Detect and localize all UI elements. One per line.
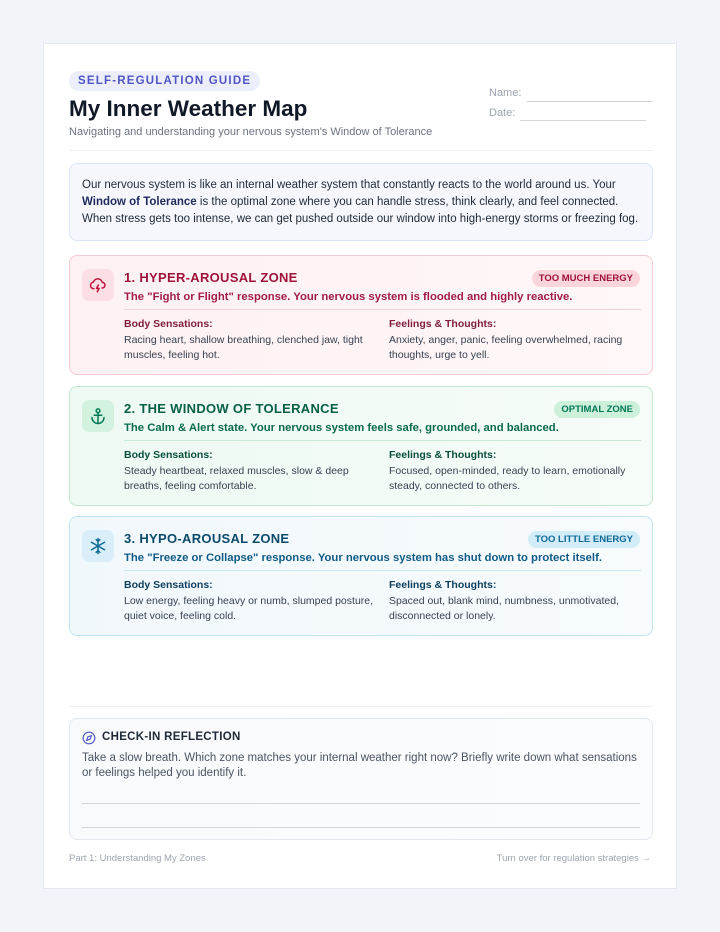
- header-divider: [69, 150, 653, 151]
- zone-description: The Calm & Alert state. Your nervous system feels safe, grounded, and balanced.: [124, 422, 559, 434]
- body-sensations-text: Steady heartbeat, relaxed muscles, slow & deep breaths, feeling comfortable.: [124, 464, 349, 492]
- footer-left: Part 1: Understanding My Zones: [69, 853, 206, 864]
- feelings-thoughts-heading: Feelings & Thoughts:: [389, 318, 497, 330]
- storm-cloud-icon: [82, 269, 114, 301]
- intro-box: [69, 163, 653, 241]
- guide-pill: SELF-REGULATION GUIDE: [69, 71, 260, 91]
- zone-card-hyper-arousal: [69, 255, 653, 375]
- feelings-thoughts-heading: Feelings & Thoughts:: [389, 449, 497, 461]
- feelings-thoughts: [389, 448, 639, 495]
- zone-description: The "Fight or Flight" response. Your nervous system is flooded and highly reactive.: [124, 291, 573, 303]
- body-sensations: [124, 317, 374, 364]
- compass-icon: [82, 731, 96, 745]
- zone-card-hypo-arousal: [69, 516, 653, 636]
- zone-badge: TOO LITTLE ENERGY: [528, 531, 640, 548]
- feelings-thoughts: [389, 317, 639, 364]
- body-sensations-heading: Body Sensations:: [124, 449, 213, 461]
- body-sensations-text: Low energy, feeling heavy or numb, slumped posture, quiet voice, feeling cold.: [124, 594, 374, 622]
- body-sensations: [124, 578, 374, 625]
- zone-title: 2. THE WINDOW OF TOLERANCE: [124, 401, 339, 416]
- checkin-reflection-box: [69, 718, 653, 840]
- name-label: Name:: [489, 87, 522, 99]
- body-sensations: [124, 448, 374, 495]
- zone-title: 3. HYPO-AROUSAL ZONE: [124, 531, 290, 546]
- zone-badge: OPTIMAL ZONE: [554, 401, 640, 418]
- snowflake-icon: [82, 530, 114, 562]
- checkin-prompt: Take a slow breath. Which zone matches your internal weather right now? Briefly write down what sensations or feelings helped you identify it.: [82, 752, 637, 779]
- body-sensations-text: Racing heart, shallow breathing, clenched jaw, tight muscles, feeling hot.: [124, 333, 363, 361]
- page-title: My Inner Weather Map: [69, 96, 308, 121]
- page-subtitle: Navigating and understanding your nervous system's Window of Tolerance: [69, 126, 433, 138]
- footer-right: Turn over for regulation strategies →: [496, 853, 651, 864]
- feelings-thoughts-text: Anxiety, anger, panic, feeling overwhelmed, racing thoughts, urge to yell.: [389, 333, 623, 361]
- section-divider: [69, 706, 653, 707]
- feelings-thoughts-text: Focused, open-minded, ready to learn, emotionally steady, connected to others.: [389, 464, 626, 492]
- zone-description: The "Freeze or Collapse" response. Your nervous system has shut down to protect itself.: [124, 552, 602, 564]
- anchor-icon: [82, 400, 114, 432]
- zone-divider: [124, 440, 641, 441]
- intro-text-start: Our nervous system is like an internal weather system that constantly reacts to the world around us. Your: [82, 179, 616, 191]
- body-sensations-heading: Body Sensations:: [124, 579, 213, 591]
- zone-divider: [124, 570, 641, 571]
- body-sensations-heading: Body Sensations:: [124, 318, 213, 330]
- intro-highlight: Window of Tolerance: [82, 196, 197, 208]
- feelings-thoughts: [389, 578, 639, 625]
- writing-line-2[interactable]: [82, 827, 640, 828]
- writing-line-1[interactable]: [82, 803, 640, 804]
- zone-divider: [124, 309, 641, 310]
- intro-text-end: is the optimal zone where you can handle stress, think clearly, and feel connected. When stress gets too intense, we can get pushed outside our window into high-energy storms or freezing fog.: [82, 196, 639, 225]
- feelings-thoughts-text: Spaced out, blank mind, numbness, unmotivated, disconnected or lonely.: [389, 594, 619, 622]
- date-label: Date:: [489, 107, 516, 119]
- feelings-thoughts-heading: Feelings & Thoughts:: [389, 579, 497, 591]
- name-field[interactable]: [527, 101, 653, 102]
- date-field[interactable]: [520, 120, 646, 121]
- checkin-title: CHECK-IN REFLECTION: [102, 731, 241, 743]
- zone-card-window-of-tolerance: [69, 386, 653, 506]
- zone-badge: TOO MUCH ENERGY: [532, 270, 640, 287]
- zone-title: 1. HYPER-AROUSAL ZONE: [124, 270, 298, 285]
- worksheet-page: [43, 43, 677, 889]
